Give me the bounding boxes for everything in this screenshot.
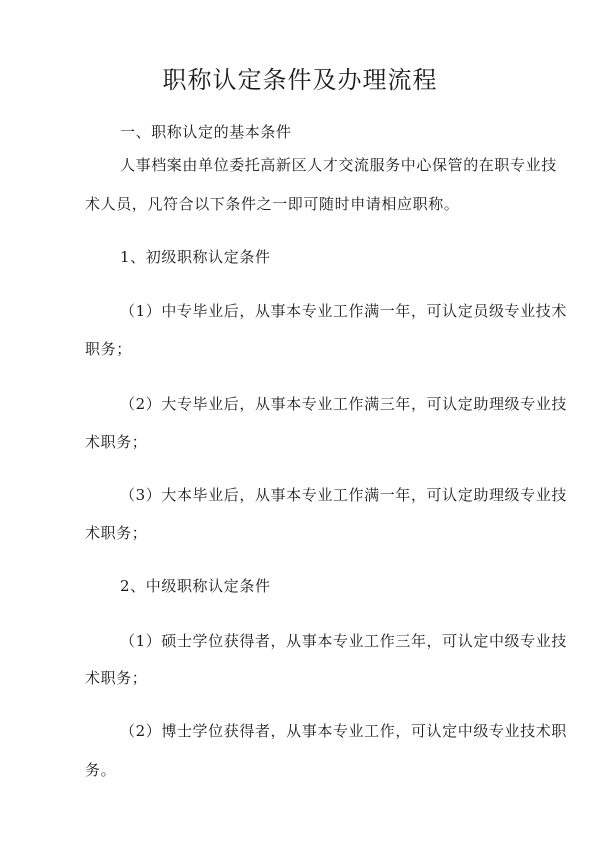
junior-item-3-line-1: （3）大本毕业后，从事本专业工作满一年，可认定助理级专业技 xyxy=(120,486,567,504)
junior-item-2-line-2: 术职务； xyxy=(85,433,148,451)
junior-title-heading: 1、初级职称认定条件 xyxy=(120,248,271,266)
intermediate-item-2-line-2: 务。 xyxy=(85,761,117,779)
intro-paragraph-line-2: 术人员，凡符合以下条件之一即可随时申请相应职称。 xyxy=(85,195,460,213)
intermediate-title-heading: 2、中级职称认定条件 xyxy=(120,577,271,595)
junior-item-2-line-1: （2）大专毕业后，从事本专业工作满三年，可认定助理级专业技 xyxy=(120,395,567,413)
junior-item-1-line-2: 职务； xyxy=(85,340,132,358)
document-title: 职称认定条件及办理流程 xyxy=(162,66,438,94)
section-heading-basic-conditions: 一、职称认定的基本条件 xyxy=(120,123,292,141)
intro-paragraph-line-1: 人事档案由单位委托高新区人才交流服务中心保管的在职专业技 xyxy=(120,156,557,174)
intermediate-item-1-line-2: 术职务； xyxy=(85,669,148,687)
junior-item-1-line-1: （1）中专毕业后，从事本专业工作满一年，可认定员级专业技术 xyxy=(120,302,567,320)
intermediate-item-2-line-1: （2）博士学位获得者，从事本专业工作，可认定中级专业技术职 xyxy=(120,722,567,740)
junior-item-3-line-2: 术职务； xyxy=(85,524,148,542)
intermediate-item-1-line-1: （1）硕士学位获得者，从事本专业工作三年，可认定中级专业技 xyxy=(120,632,567,650)
